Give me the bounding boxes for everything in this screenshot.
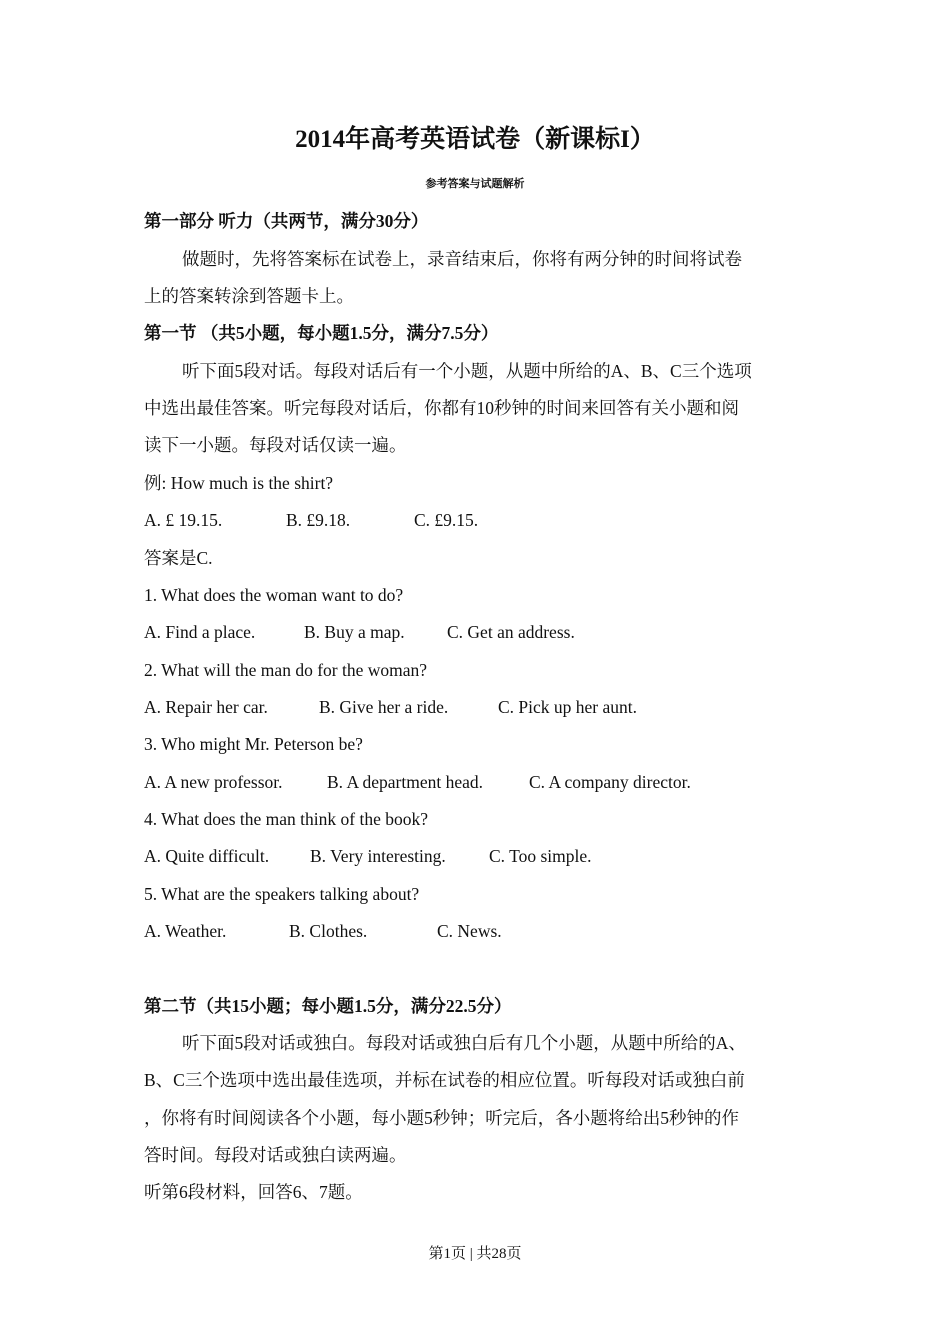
example-option-a: A. £ 19.15. bbox=[144, 510, 223, 530]
page-subtitle: 参考答案与试题解析 bbox=[425, 177, 525, 190]
section1-intro-line2: 中选出最佳答案。听完每段对话后，你都有10秒钟的时间来回答有关小题和阅 bbox=[144, 398, 739, 418]
question-option-b: B. Buy a map. bbox=[304, 622, 405, 642]
question-option-a: A. Repair her car. bbox=[144, 697, 268, 717]
section2-instruction: 听第6段材料，回答6、7题。 bbox=[144, 1182, 363, 1202]
section1-intro-line1: 听下面5段对话。每段对话后有一个小题，从题中所给的A、B、C三个选项 bbox=[182, 361, 752, 381]
example-question: 例: How much is the shirt? bbox=[144, 473, 334, 493]
question-option-a: A. Quite difficult. bbox=[144, 846, 270, 866]
question-option-b: B. A department head. bbox=[327, 772, 484, 792]
question-option-c: C. Get an address. bbox=[447, 622, 575, 642]
question-option-c: C. News. bbox=[437, 921, 502, 941]
question-stem: 1. What does the woman want to do? bbox=[144, 585, 404, 605]
section1-heading: 第一节 （共5小题，每小题1.5分，满分7.5分） bbox=[144, 323, 499, 343]
question-stem: 4. What does the man think of the book? bbox=[144, 809, 428, 829]
question-option-a: A. Find a place. bbox=[144, 622, 256, 642]
question-stem: 5. What are the speakers talking about? bbox=[144, 884, 420, 904]
section2-intro-line4: 答时间。每段对话或独白读两遍。 bbox=[144, 1145, 407, 1165]
question-option-a: A. A new professor. bbox=[144, 772, 283, 792]
section1-intro-line3: 读下一小题。每段对话仅读一遍。 bbox=[144, 435, 407, 455]
example-answer: 答案是C. bbox=[144, 548, 213, 568]
section2-intro-line1: 听下面5段对话或独白。每段对话或独白后有几个小题，从题中所给的A、 bbox=[182, 1033, 746, 1053]
section2-intro-line2: B、C三个选项中选出最佳选项，并标在试卷的相应位置。听每段对话或独白前 bbox=[144, 1070, 745, 1090]
part1-intro-line1: 做题时，先将答案标在试卷上，录音结束后，你将有两分钟的时间将试卷 bbox=[182, 249, 742, 269]
page-number: 第1页 | 共28页 bbox=[428, 1246, 522, 1262]
question-option-c: C. A company director. bbox=[529, 772, 691, 792]
page-title: 2014年高考英语试卷（新课标I） bbox=[295, 126, 655, 153]
question-option-c: C. Too simple. bbox=[489, 846, 592, 866]
question-stem: 2. What will the man do for the woman? bbox=[144, 660, 428, 680]
part1-intro-line2: 上的答案转涂到答题卡上。 bbox=[144, 286, 354, 306]
question-option-b: B. Very interesting. bbox=[310, 846, 446, 866]
question-option-b: B. Give her a ride. bbox=[319, 697, 449, 717]
example-option-c: C. £9.15. bbox=[414, 510, 479, 530]
section2-heading: 第二节（共15小题；每小题1.5分，满分22.5分） bbox=[144, 996, 512, 1016]
question-option-b: B. Clothes. bbox=[289, 921, 368, 941]
question-option-a: A. Weather. bbox=[144, 921, 227, 941]
section2-intro-line3: ，你将有时间阅读各个小题，每小题5秒钟；听完后，各小题将给出5秒钟的作 bbox=[144, 1108, 739, 1128]
question-option-c: C. Pick up her aunt. bbox=[498, 697, 638, 717]
example-option-b: B. £9.18. bbox=[286, 510, 351, 530]
part1-heading: 第一部分 听力（共两节，满分30分） bbox=[144, 211, 429, 231]
question-stem: 3. Who might Mr. Peterson be? bbox=[144, 734, 363, 754]
